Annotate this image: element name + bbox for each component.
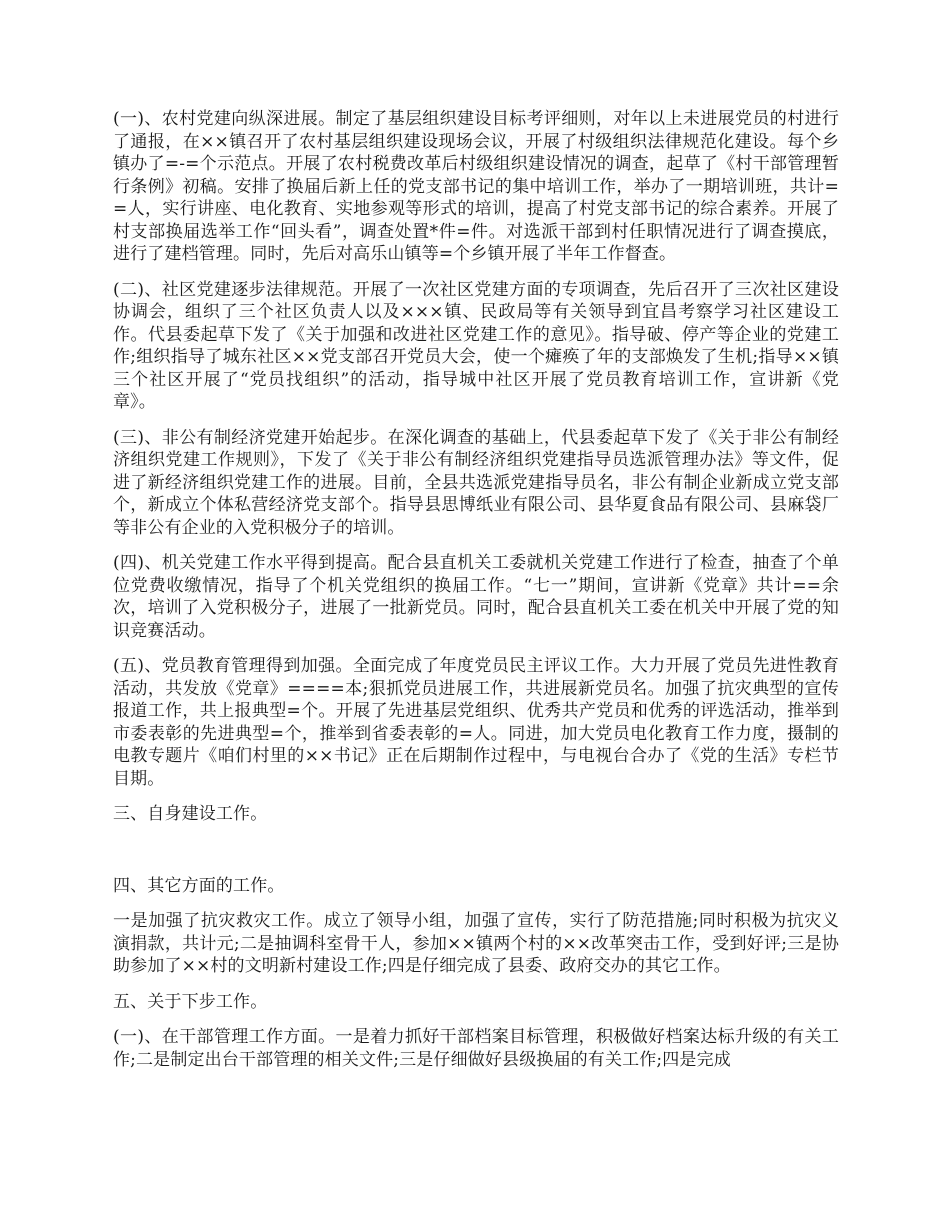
blank-spacer	[113, 839, 839, 875]
paragraph-member-education-management: (五)、党员教育管理得到加强。全面完成了年度党员民主评议工作。大力开展了党员先进性教育活动，共发放《党章》====本;狠抓党员进展工作，共进展新党员名。加强了抗灾典型的宣传报道工作，共上报典型=个。开展了先进基层党组织、优秀共产党员和优秀的评选活动，推举到市委表彰的先进典型=个，推举到省委表彰的=人。同进，加大党员电化教育工作力度，摄制的电教专题片《咱们村里的××书记》正在后期制作过程中，与电视台合办了《党的生活》专栏节目期。	[113, 656, 839, 789]
section-heading-next-steps: 五、关于下步工作。	[113, 991, 268, 1012]
paragraph-government-agency-party-building: (四)、机关党建工作水平得到提高。配合县直机关工委就机关党建工作进行了检查，抽查了个单位党费收缴情况，指导了个机关党组织的换届工作。“七一”期间，宣讲新《党章》共计==余次，培训了入党积极分子，进展了一批新党员。同时，配合县直机关工委在机关中开展了党的知识竞赛活动。	[113, 553, 839, 641]
paragraph-cadre-management: (一)、在干部管理工作方面。一是着力抓好干部档案目标管理，积极做好档案达标升级的有关工作;二是制定出台干部管理的相关文件;三是仔细做好县级换届的有关工作;四是完成	[113, 1027, 839, 1070]
paragraph-non-public-economy-party-building: (三)、非公有制经济党建开始起步。在深化调查的基础上，代县委起草下发了《关于非公有制经济组织党建工作规则》，下发了《关于非公有制经济组织党建指导员选派管理办法》等文件，促进了新经济组织党建工作的进展。目前，全县共选派党建指导员名，非公有制企业新成立党支部个，新成立个体私营经济党支部个。指导县思博纸业有限公司、县华夏食品有限公司、县麻袋厂等非公有企业的入党积极分子的培训。	[113, 427, 839, 538]
section-heading-self-construction: 三、自身建设工作。	[113, 804, 268, 824]
paragraph-community-party-building: (二)、社区党建逐步法律规范。开展了一次社区党建方面的专项调查，先后召开了三次社区建设协调会，组织了三个社区负责人以及×××镇、民政局等有关领导到宜昌考察学习社区建设工作。代县委起草下发了《关于加强和改进社区党建工作的意见》。指导破、停产等企业的党建工作;组织指导了城东社区××党支部召开党员大会，使一个瘫痪了年的支部焕发了生机;指导××镇三个社区开展了“党员找组织”的活动，指导城中社区开展了党员教育培训工作，宣讲新《党章》。	[113, 279, 839, 412]
section-heading-other-work: 四、其它方面的工作。	[113, 875, 285, 896]
paragraph-disaster-relief-work: 一是加强了抗灾救灾工作。成立了领导小组，加强了宣传，实行了防范措施;同时积极为抗灾义演捐款，共计元;二是抽调科室骨干人，参加××镇两个村的××改革突击工作，受到好评;三是协助参加了××村的文明新村建设工作;四是仔细完成了县委、政府交办的其它工作。	[113, 911, 839, 976]
document-body	[113, 108, 839, 1084]
paragraph-rural-party-building: (一)、农村党建向纵深进展。制定了基层组织建设目标考评细则，对年以上未进展党员的村进行了通报，在××镇召开了农村基层组织建设现场会议，开展了村级组织法律规范化建设。每个乡镇办了=-=个示范点。开展了农村税费改革后村级组织建设情况的调查，起草了《村干部管理暂行条例》初稿。安排了换届后新上任的党支部书记的集中培训工作，举办了一期培训班，共计==人，实行讲座、电化教育、实地参观等形式的培训，提高了村党支部书记的综合素养。开展了村支部换届选举工作“回头看”，调查处置*件=件。对选派干部到村任职情况进行了调查摸底，进行了建档管理。同时，先后对高乐山镇等=个乡镇开展了半年工作督查。	[113, 109, 839, 264]
